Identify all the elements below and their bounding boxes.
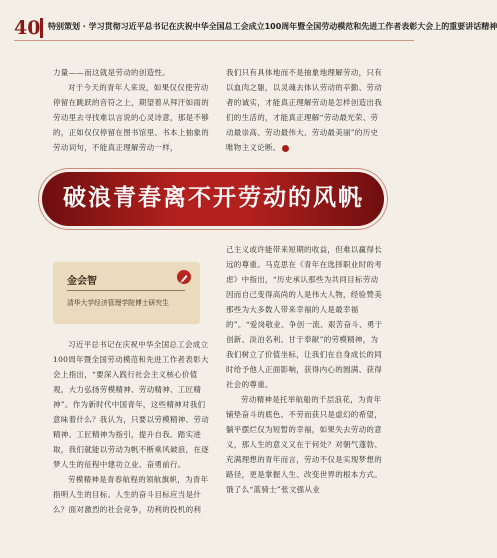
running-title: 特别策划 · 学习贯彻习近平总书记在庆祝中华全国总工会成立100周年暨全国劳动模范和先进工作者表彰大会上的重要讲话精神 (48, 22, 497, 31)
end-mark-icon (282, 145, 289, 152)
author-affiliation: 清华大学经济管理学院博士研究生 (67, 299, 169, 307)
paragraph: 对于今天的青年人来说，如果仅仅使劳动停留在跳跃的音符之上，期望着从拜汗如雨的劳动里去寻找难以言说的心灵诗意，那是不够的，正如仅仅停留在图书馆里、书本上抽象的劳动词句，不能真正理解劳动一样， (53, 83, 209, 152)
paragraph: 劳动精神是托举航船的千层浪花，为青年铺垫奋斗的底色。不劳而获只是虚幻的希望，躺平摆烂仅为短暂的幸福，如果失去劳动的意义，那人生的意义又在于何处？对朝气蓬勃、充满理想的青年而言，劳动不仅是实现梦想的路径，更是掌握人生、改变世界的根本方式。饿了么“蓝骑士”张文强从业 (226, 395, 382, 494)
author-name: 金会智 (67, 276, 97, 287)
paragraph: 力量——而这就是劳动的创造性。 (53, 68, 170, 77)
page-number: 40 (14, 17, 41, 39)
pen-icon (177, 270, 191, 284)
paragraph: 我们只有具体地而不是抽象地理解劳动，只有以血肉之躯，以灵魂去体认劳动的辛勤、劳动者的诚实，才能真正理解劳动是怎样创造出我们的生活的，才能真正理解“劳动最光荣、劳动最崇高、劳动最伟大、劳动最美丽”的历史唯物主义论断。 (226, 68, 382, 152)
paragraph: 习近平总书记在庆祝中华全国总工会成立100周年暨全国劳动模范和先进工作者表彰大会上指出，“要深入践行社会主义核心价值观，大力弘扬劳模精神、劳动精神、工匠精神”。作为新时代中国青年，这些精神对我们意味着什么？我认为，只要以劳模精神、劳动精神、工匠精神为指引，提升自我、踏实进取，我们就能以劳动为帆不断乘风破浪，在逐梦人生的征程中建功立业、奋勇前行。 (53, 340, 209, 469)
section-banner (42, 172, 384, 226)
page-header (0, 0, 497, 44)
author-divider (67, 290, 185, 291)
paragraph: 己主义或许能带来短期的收益，但难以赢得长远的尊重。马克思在《青年在选择职业时的考虑》中指出，“历史承认那些为共同目标劳动因而自己变得高尚的人是伟大人物，经验赞美那些为大多数人带来幸福的人是最幸福的”。“爱岗敬业、争创一流、艰苦奋斗、勇于创新、淡泊名利、甘于奉献”的劳模精神，为我们树立了价值坐标，让我们在自身成长的同时给予他人正面影响，获得内心的圆满、获得社会的尊重。 (226, 245, 383, 389)
column-1-bottom (53, 337, 213, 517)
section-title: 破浪青春离不开劳动的风帆 (63, 184, 363, 211)
column-1-top (53, 65, 213, 155)
column-2-bottom (226, 242, 384, 497)
header-divider-bar (40, 18, 43, 38)
header-rule (14, 40, 414, 41)
paragraph: 劳模精神是青春航程的领航旗帜，为青年指明人生的目标。人生的奋斗目标应当是什么？面对激烈的社会竞争，功利的投机的利 (53, 475, 209, 514)
author-box (53, 262, 200, 324)
column-2-top (226, 65, 384, 155)
